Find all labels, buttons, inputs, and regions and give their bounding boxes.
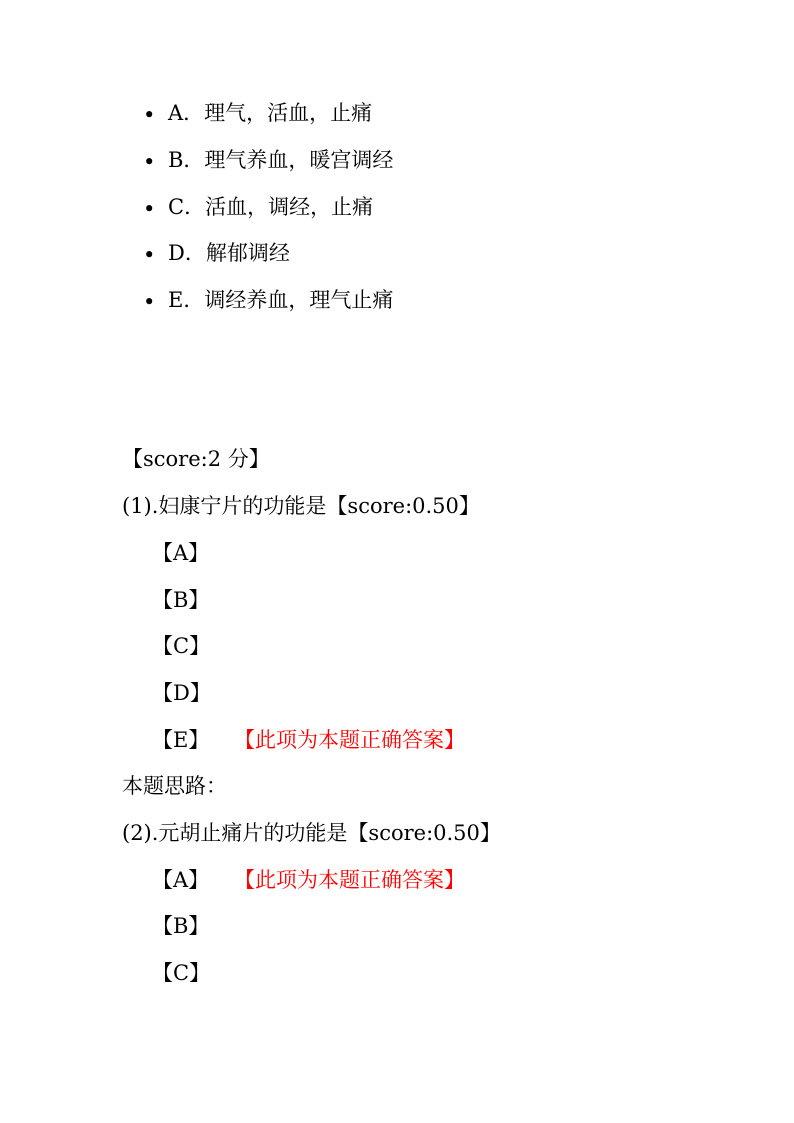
bullet: • — [143, 103, 156, 127]
section-score: 【score:2 分】 — [122, 447, 270, 471]
bullet: • — [143, 243, 156, 267]
q1-option-b: 【B】 — [152, 588, 210, 612]
analysis-label: 本题思路： — [122, 774, 227, 798]
option-d: D．解郁调经 — [168, 241, 290, 265]
q2-option-c: 【C】 — [152, 961, 211, 985]
question-1-title: (1).妇康宁片的功能是【score:0.50】 — [122, 494, 480, 518]
q1-option-a: 【A】 — [152, 541, 210, 565]
question-2-title: (2).元胡止痛片的功能是【score:0.50】 — [122, 821, 501, 845]
q2-option-b: 【B】 — [152, 914, 210, 938]
option-e: E．调经养血，理气止痛 — [168, 288, 394, 312]
option-b: B．理气养血，暖宫调经 — [168, 148, 394, 172]
q1-option-e: 【E】 — [152, 728, 210, 752]
bullet: • — [143, 150, 156, 174]
option-c: C．活血，调经，止痛 — [168, 195, 374, 219]
bullet: • — [143, 197, 156, 221]
q1-correct-answer-note: 【此项为本题正确答案】 — [234, 728, 465, 752]
option-a: A．理气，活血，止痛 — [168, 101, 373, 125]
q2-option-a: 【A】 — [152, 868, 210, 892]
q1-option-c: 【C】 — [152, 634, 211, 658]
bullet: • — [143, 290, 156, 314]
q2-correct-answer-note: 【此项为本题正确答案】 — [234, 868, 465, 892]
q1-option-d: 【D】 — [152, 681, 211, 705]
